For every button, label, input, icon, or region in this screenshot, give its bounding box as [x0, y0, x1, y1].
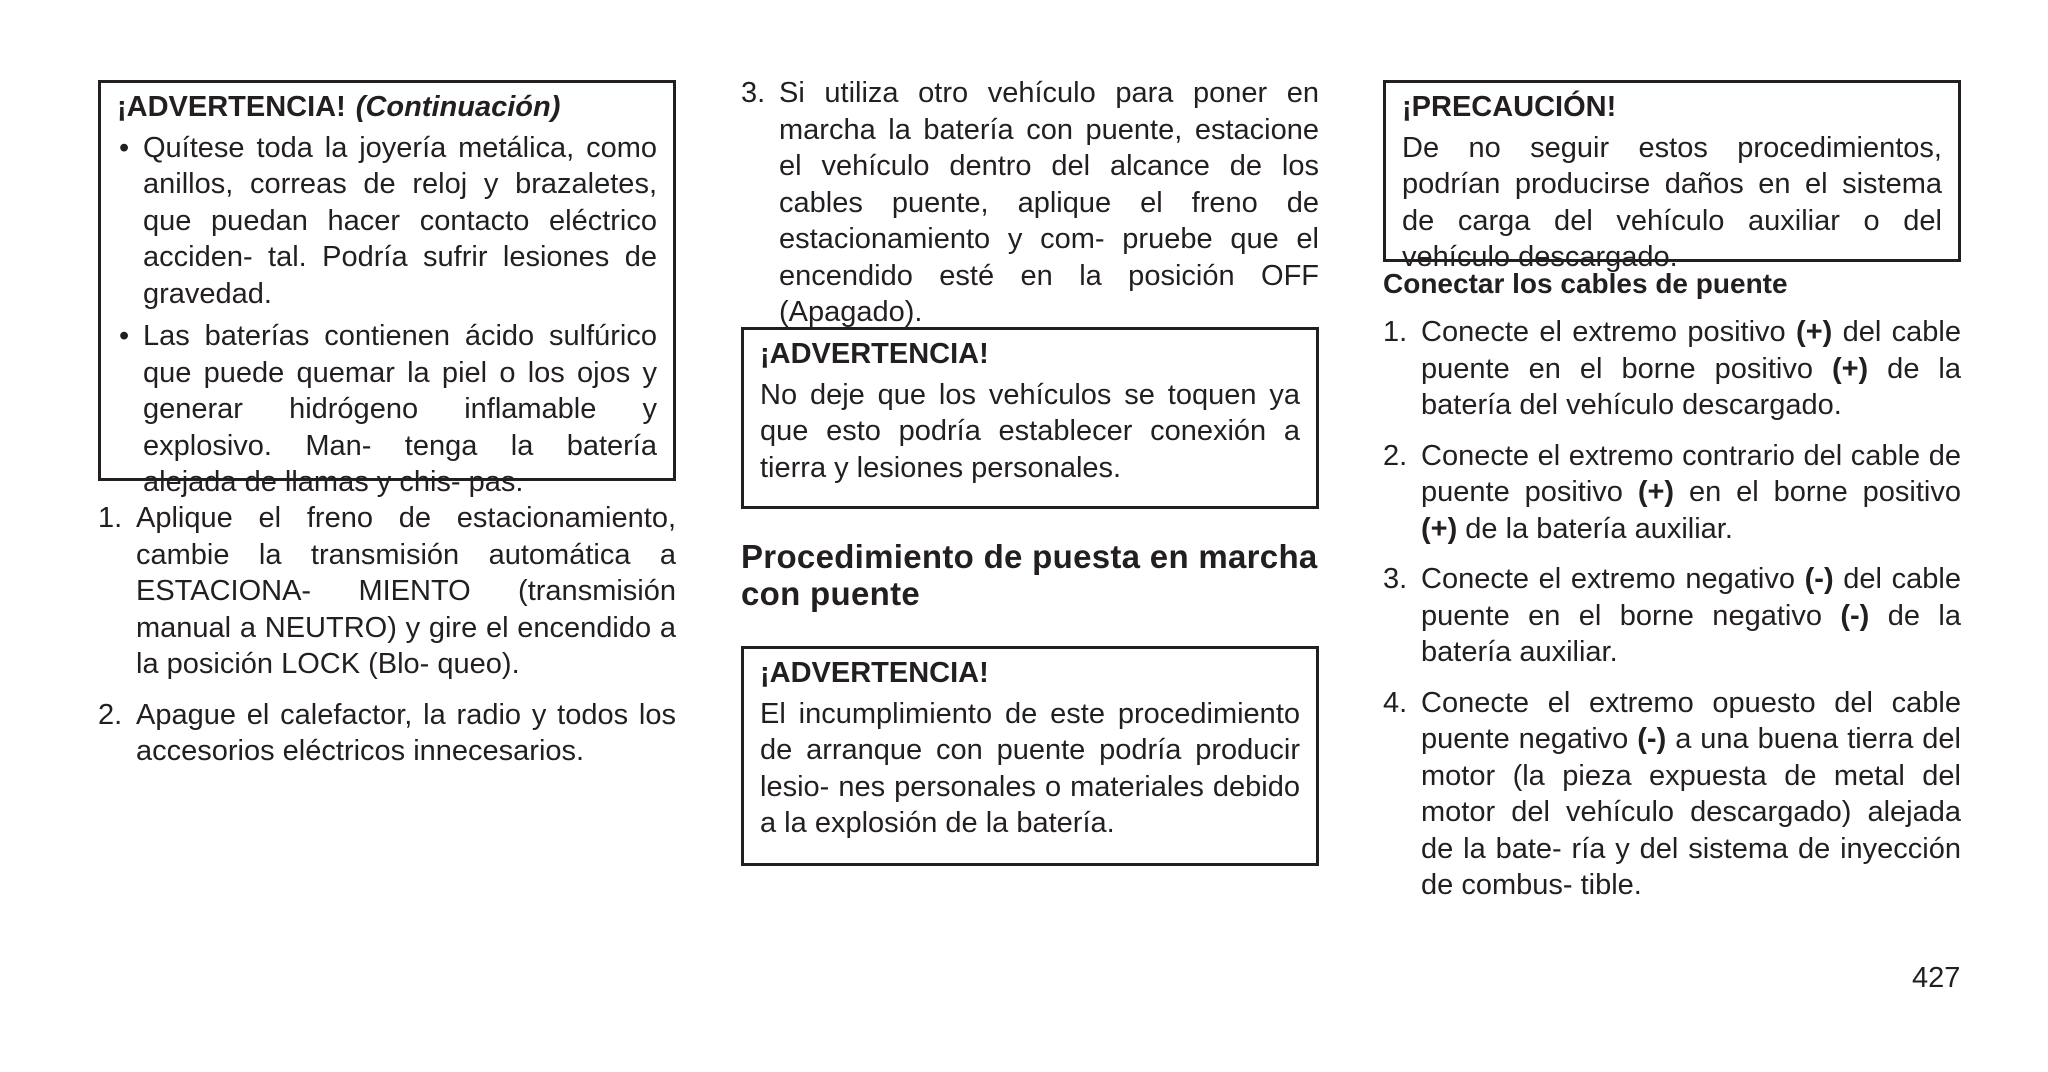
bullet-icon: • [119, 131, 130, 164]
step-number: 1. [1383, 316, 1408, 348]
polarity-symbol: (-) [1804, 563, 1834, 595]
warning-bullet-list [117, 130, 657, 501]
caution-text: De no seguir estos procedimientos, podrían producirse daños en el sistema de carga del vehículo auxiliar o del vehículo descargado. [1402, 131, 1942, 273]
warning-bullet-item: • Quítese toda la joyería metálica, como anillos, correas de reloj y brazaletes, que puedan hacer contacto eléctrico acciden- tal. Podría sufrir lesiones de gravedad. [119, 131, 657, 310]
step-item: 1. Conecte el extremo positivo (+) del cable puente en el borne positivo (+) de la batería del vehículo descargado. [1383, 316, 1961, 421]
cable-steps-list [1383, 314, 1961, 918]
polarity-symbol: (+) [1637, 476, 1675, 508]
continuation-label: (Continuación) [355, 91, 561, 123]
warning-title: ¡ADVERTENCIA! [760, 657, 989, 689]
warning-box [741, 646, 1319, 866]
polarity-symbol: (+) [1831, 352, 1869, 385]
bullet-icon: • [119, 320, 130, 352]
warning-text: El incumplimiento de este procedimiento de arranque con puente podría producir lesio- nes personales o materiales debido a la explosión de la batería. [760, 697, 1300, 839]
polarity-symbol: (+) [1796, 316, 1833, 348]
polarity-symbol: (-) [1840, 599, 1870, 632]
step-number: 3. [1383, 563, 1408, 595]
step-number: 2. [98, 698, 123, 731]
step-text: Apague el calefactor, la radio y todos los accesorios eléctricos innecesarios. [136, 698, 676, 767]
warning-box-continued [98, 80, 676, 498]
step-item [741, 75, 1319, 331]
step-item [98, 697, 676, 770]
caution-title: ¡PRECAUCIÓN! [1402, 91, 1617, 123]
section-heading: Procedimiento de puesta en marcha con puente [741, 538, 1318, 612]
step-number: 3. [741, 77, 766, 109]
step-number: 2. [1383, 439, 1408, 472]
step-text: Aplique el freno de estacionamiento, cambie la transmisión automática a ESTACIONA- MIENTO (transmisión manual a NEUTRO) y gire el encendido a la posición LOCK (Blo- queo). [136, 502, 676, 680]
warning-text: No deje que los vehículos se toquen ya que esto podría establecer conexión a tierra y lesiones personales. [760, 378, 1300, 484]
subheading: Conectar los cables de puente [1383, 268, 1788, 299]
warning-box [741, 327, 1319, 509]
steps-list [98, 500, 676, 784]
steps-list [741, 75, 1319, 345]
step-item [98, 500, 676, 683]
step-item: 3. Conecte el extremo negativo (-) del cable puente en el borne negativo (-) de la batería auxiliar. [1383, 563, 1961, 668]
warning-title: ¡ADVERTENCIA! (Continuación) [117, 91, 561, 123]
step-item: 2. Conecte el extremo contrario del cable de puente positivo (+) en el borne positivo (+) de la batería auxiliar. [1383, 439, 1961, 545]
polarity-symbol: (-) [1637, 723, 1667, 755]
step-number: 1. [98, 502, 123, 534]
polarity-symbol: (+) [1421, 512, 1458, 545]
caution-box [1383, 80, 1961, 273]
step-item: 4. Conecte el extremo opuesto del cable puente negativo (-) a una buena tierra del motor (la pieza expuesta de metal del motor del vehículo descargado) alejada de la bate- ría y del sistema de inyección de combus- tible. [1383, 686, 1961, 901]
warning-bullet-item: • Las baterías contienen ácido sulfúrico que puede quemar la piel o los ojos y generar hidrógeno inflamable y explosivo. Man- tenga la batería alejada de llamas y chis- pas. [119, 320, 657, 498]
step-number: 4. [1383, 686, 1408, 719]
warning-title: ¡ADVERTENCIA! [760, 338, 989, 370]
step-text: Si utiliza otro vehículo para poner en marcha la batería con puente, estacione el vehículo dentro del alcance de los cables puente, aplique el freno de estacionamiento y com- pruebe que el encendido esté en la posición OFF (Apagado). [779, 77, 1319, 328]
page-number: 427 [1912, 962, 1961, 994]
